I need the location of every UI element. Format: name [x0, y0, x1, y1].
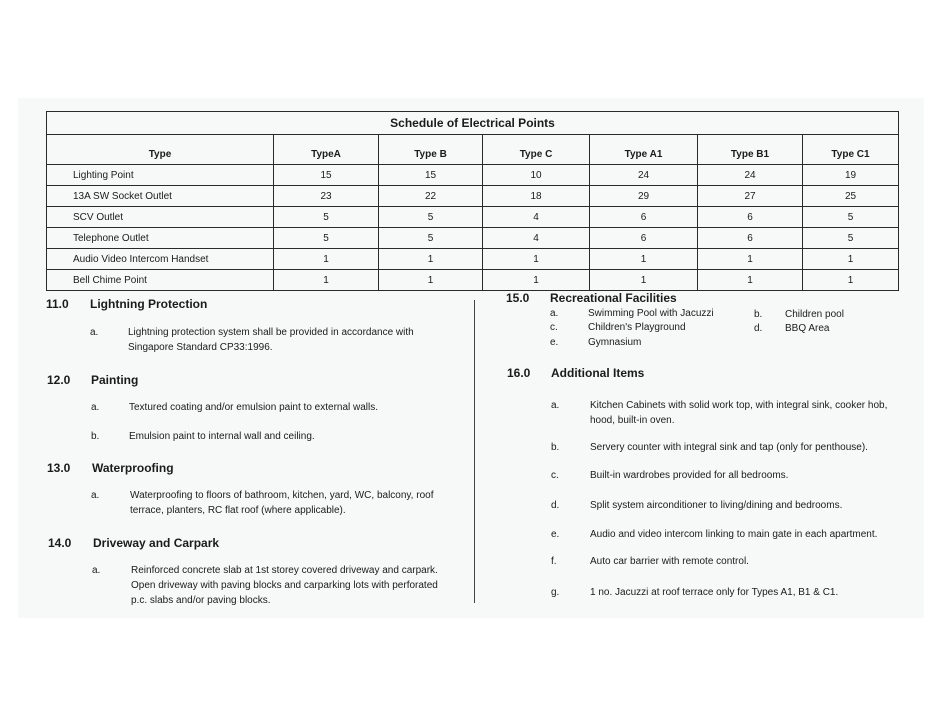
item-letter: a. [92, 565, 101, 576]
section-title: Lightning Protection [90, 297, 208, 311]
item-letter: f. [551, 556, 557, 567]
row-type: SCV Outlet [47, 207, 274, 228]
item-text: 1 no. Jacuzzi at roof terrace only for Types A1, B1 & C1. [590, 587, 839, 598]
section-title: Additional Items [551, 366, 645, 380]
section-number: 12.0 [47, 373, 71, 387]
cell-value: 29 [590, 186, 698, 207]
row-type: 13A SW Socket Outlet [47, 186, 274, 207]
header-type: Type [47, 135, 274, 165]
item-text: Auto car barrier with remote control. [590, 556, 749, 567]
row-type: Telephone Outlet [47, 228, 274, 249]
cell-value: 1 [379, 270, 483, 291]
table-row [47, 228, 899, 249]
section-title: Recreational Facilities [550, 291, 677, 305]
item-text: BBQ Area [785, 323, 830, 334]
item-letter: e. [551, 529, 560, 540]
cell-value: 24 [698, 165, 803, 186]
item-letter: b. [754, 309, 763, 320]
section-title: Painting [91, 373, 139, 387]
cell-value: 1 [698, 249, 803, 270]
item-text: Gymnasium [588, 337, 642, 348]
electrical-points-table [46, 111, 899, 291]
table-row [47, 207, 899, 228]
item-text: Kitchen Cabinets with solid work top, with integral sink, cooker hob, hood, built-in oven. [590, 400, 888, 426]
item-letter: a. [90, 327, 99, 338]
row-type: Lighting Point [47, 165, 274, 186]
cell-value: 19 [803, 165, 899, 186]
table-row [47, 186, 899, 207]
section-title: Waterproofing [92, 461, 174, 475]
row-type: Audio Video Intercom Handset [47, 249, 274, 270]
cell-value: 1 [803, 270, 899, 291]
item-text: Reinforced concrete slab at 1st storey covered driveway and carpark. Open driveway with paving blocks and carparking lots with perforated p.c. slabs and/or paving blocks. [131, 565, 438, 606]
section-title: Driveway and Carpark [93, 536, 220, 550]
cell-value: 22 [379, 186, 483, 207]
cell-value: 6 [590, 228, 698, 249]
item-letter: a. [551, 400, 560, 411]
section-number: 15.0 [506, 291, 530, 305]
item-text: Textured coating and/or emulsion paint to external walls. [129, 402, 379, 413]
cell-value: 6 [590, 207, 698, 228]
cell-value: 1 [803, 249, 899, 270]
table-row [47, 270, 899, 291]
item-letter: e. [550, 337, 559, 348]
item-text: Waterproofing to floors of bathroom, kitchen, yard, WC, balcony, roof terrace, planters, RC flat roof (where applicable). [130, 490, 434, 516]
section-number: 11.0 [46, 297, 69, 311]
cell-value: 25 [803, 186, 899, 207]
table-header-row [47, 135, 899, 165]
item-letter: a. [91, 402, 100, 413]
cell-value: 1 [483, 270, 590, 291]
cell-value: 1 [590, 270, 698, 291]
section-number: 13.0 [47, 461, 71, 475]
cell-value: 5 [274, 228, 379, 249]
item-letter: b. [91, 431, 100, 442]
cell-value: 1 [698, 270, 803, 291]
column-divider [474, 300, 475, 603]
header-type-c1: Type C1 [803, 135, 899, 165]
cell-value: 24 [590, 165, 698, 186]
item-letter: b. [551, 442, 560, 453]
item-text: Children's Playground [588, 322, 686, 333]
cell-value: 27 [698, 186, 803, 207]
table-title: Schedule of Electrical Points [47, 112, 899, 135]
item-letter: c. [551, 470, 559, 481]
cell-value: 1 [274, 270, 379, 291]
cell-value: 4 [483, 228, 590, 249]
cell-value: 18 [483, 186, 590, 207]
cell-value: 1 [483, 249, 590, 270]
header-type-a1: Type A1 [590, 135, 698, 165]
header-type-a: TypeA [274, 135, 379, 165]
cell-value: 5 [379, 207, 483, 228]
item-text: Audio and video intercom linking to main gate in each apartment. [590, 529, 878, 540]
cell-value: 5 [803, 207, 899, 228]
item-letter: c. [550, 322, 558, 333]
item-text: Children pool [785, 309, 844, 320]
cell-value: 1 [590, 249, 698, 270]
item-letter: d. [551, 500, 560, 511]
cell-value: 5 [803, 228, 899, 249]
cell-value: 6 [698, 207, 803, 228]
item-letter: a. [550, 308, 559, 319]
header-type-c: Type C [483, 135, 590, 165]
cell-value: 23 [274, 186, 379, 207]
table-row [47, 249, 899, 270]
row-type: Bell Chime Point [47, 270, 274, 291]
table-row [47, 165, 899, 186]
cell-value: 1 [379, 249, 483, 270]
cell-value: 1 [274, 249, 379, 270]
cell-value: 10 [483, 165, 590, 186]
cell-value: 15 [379, 165, 483, 186]
item-text: Built-in wardrobes provided for all bedrooms. [590, 470, 789, 481]
cell-value: 5 [379, 228, 483, 249]
item-text: Split system airconditioner to living/dining and bedrooms. [590, 500, 843, 511]
item-text: Lightning protection system shall be provided in accordance with Singapore Standard CP33:1996. [128, 327, 414, 353]
item-text: Emulsion paint to internal wall and ceiling. [129, 431, 315, 442]
cell-value: 6 [698, 228, 803, 249]
header-type-b1: Type B1 [698, 135, 803, 165]
item-letter: d. [754, 323, 763, 334]
cell-value: 4 [483, 207, 590, 228]
section-number: 16.0 [507, 366, 531, 380]
item-text: Servery counter with integral sink and tap (only for penthouse). [590, 442, 868, 453]
item-text: Swimming Pool with Jacuzzi [588, 308, 714, 319]
header-type-b: Type B [379, 135, 483, 165]
item-letter: g. [551, 587, 560, 598]
cell-value: 15 [274, 165, 379, 186]
cell-value: 5 [274, 207, 379, 228]
section-number: 14.0 [48, 536, 72, 550]
item-letter: a. [91, 490, 100, 501]
